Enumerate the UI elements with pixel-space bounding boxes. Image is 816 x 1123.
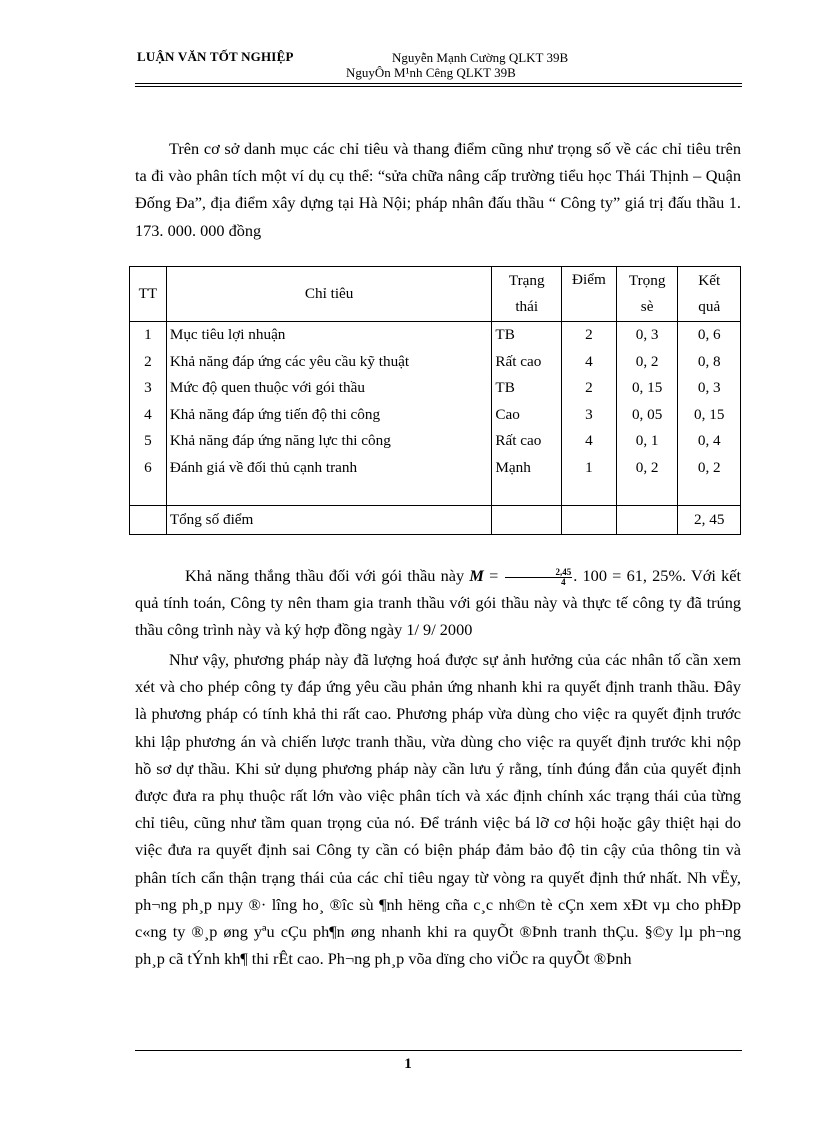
cell-result: 0, 4 (678, 428, 741, 455)
cell-criteria: Khả năng đáp ứng các yêu cầu kỹ thuật (166, 349, 492, 376)
cell-score: 2 (562, 322, 617, 349)
cell-score: 2 (562, 375, 617, 402)
header-result (678, 267, 741, 322)
header-status-line1: Trạng (508, 272, 545, 289)
cell-criteria: Khả năng đáp ứng năng lực thi công (166, 428, 492, 455)
intro-paragraph: Trên cơ sở danh mục các chỉ tiêu và thang điểm cũng như trọng số về các chỉ tiêu trên ta đi vào phân tích một ví dụ cụ thể: “sửa chữa nâng cấp trường tiểu học Thái Thịnh – Quận Đống Đa”, địa điểm xây dựng tại Hà Nội; pháp nhân đấu thầu “ Công ty” giá trị đấu thầu 1. 173. 000. 000 đồng (135, 139, 741, 240)
table-row (130, 375, 741, 402)
header-rule-bottom (135, 86, 742, 87)
header-result-line1: Kết (698, 272, 721, 289)
cell-weight: 0, 1 (616, 428, 678, 455)
cell-result: 0, 8 (678, 349, 741, 376)
header-weight-line1: Trọng (628, 272, 666, 289)
table-spacer-row (130, 482, 741, 506)
cell-result: 0, 3 (678, 375, 741, 402)
criteria-table (129, 266, 741, 535)
header-criteria: Chỉ tiêu (166, 267, 492, 322)
header-author-line1: Nguyễn Mạnh Cường QLKT 39B (392, 50, 569, 65)
cell-result: 0, 15 (678, 402, 741, 429)
cell-status: Rất cao (492, 349, 562, 376)
cell-weight: 0, 3 (616, 322, 678, 349)
total-label: Tổng số điểm (166, 505, 492, 534)
header-rule-top (135, 83, 742, 84)
cell-tt: 6 (130, 455, 167, 482)
cell-status: TB (492, 322, 562, 349)
formula-variable: M (469, 566, 484, 585)
header-weight-line2: sè (640, 298, 654, 315)
result-text-before: Khả năng thắng thầu đối với gói thầu này (185, 566, 470, 585)
table-row (130, 402, 741, 429)
table-row (130, 455, 741, 482)
formula-equals: = (483, 566, 504, 585)
cell-score: 4 (562, 428, 617, 455)
table-total-row (130, 505, 741, 534)
header-status (492, 267, 562, 322)
cell-tt: 1 (130, 322, 167, 349)
table-row (130, 349, 741, 376)
result-paragraph (135, 562, 741, 644)
cell-criteria: Đánh giá về đối thủ cạnh tranh (166, 455, 492, 482)
total-value: 2, 45 (678, 505, 741, 534)
header-tt: TT (130, 267, 167, 322)
table-header-row (130, 267, 741, 322)
cell-tt: 2 (130, 349, 167, 376)
cell-status: Rất cao (492, 428, 562, 455)
formula-fraction (505, 568, 573, 587)
cell-tt: 3 (130, 375, 167, 402)
cell-tt: 5 (130, 428, 167, 455)
header-score-label: Điểm (572, 271, 606, 288)
cell-tt: 4 (130, 402, 167, 429)
cell-status: TB (492, 375, 562, 402)
cell-weight: 0, 2 (616, 455, 678, 482)
table-row (130, 322, 741, 349)
cell-weight: 0, 15 (616, 375, 678, 402)
page-number: 1 (404, 1056, 412, 1072)
header-status-line2: thái (515, 298, 539, 315)
header-author-line2: NguyÔn M¹nh Cêng QLKT 39B (346, 65, 516, 80)
cell-status: Cao (492, 402, 562, 429)
cell-result: 0, 6 (678, 322, 741, 349)
fraction-denominator: 4 (561, 576, 566, 587)
cell-criteria: Mức độ quen thuộc với gói thầu (166, 375, 492, 402)
cell-criteria: Khả năng đáp ứng tiến độ thi công (166, 402, 492, 429)
cell-score: 4 (562, 349, 617, 376)
conclusion-paragraph: Như vậy, phương pháp này đã lượng hoá được sự ảnh hưởng của các nhân tố cần xem xét và cho phép công ty đáp ứng yêu cầu phản ứng nhanh khi ra quyết định tranh thầu. Đây là phương pháp có tính khả thi rất cao. Phương pháp vừa dùng cho việc ra quyết định trước khi lập phương án và chiến lược tranh thầu, vừa dùng cho việc ra quyết định trước khi nộp hồ sơ dự thầu. Khi sử dụng phương pháp này cần lưu ý rằng, tính đúng đắn của quyết định được đưa ra phụ thuộc rất lớn vào việc phân tích và xác định chính xác trạng thái của từng chỉ tiêu, cũng như tầm quan trọng của nó. Để tránh việc bá lỡ cơ hội hoặc gây thiệt hại do việc đưa ra quyết định sai Công ty cần có biện pháp đảm bảo độ tin cậy của thông tin và phân tích cẩn thận trạng thái của các chỉ tiêu ngay từ vòng ra quyết định thứ nhất. Nh vËy, ph¬ng ph¸p nµy ®· lîng ho¸ ®îc sù ¶nh hëng cña c¸c nh©n tè cÇn xem xÐt vµ cho phÐp c«ng ty ®¸p øng yªu cÇu ph¶n øng nhanh khi ra quyÕt ®Þnh tranh thÇu. §©y lµ ph¬ng ph¸p cã tÝnh kh¶ thi rÊt cao. Ph¬ng ph¸p võa dïng cho viÖc ra quyÕt ®Þnh (135, 650, 741, 969)
header-thesis-label: LUẬN VĂN TỐT NGHIỆP (137, 49, 294, 64)
cell-score: 1 (562, 455, 617, 482)
table-row (130, 428, 741, 455)
fraction-numerator: 2,45 (505, 568, 573, 578)
cell-score: 3 (562, 402, 617, 429)
cell-status: Mạnh (492, 455, 562, 482)
cell-result: 0, 2 (678, 455, 741, 482)
cell-criteria: Mục tiêu lợi nhuận (166, 322, 492, 349)
cell-weight: 0, 05 (616, 402, 678, 429)
result-text-after: . 100 = 61, 25%. Với kết quả tính toán, Công ty nên tham gia tranh thầu với gói thầu này và thực tế công ty đã trúng thầu công trình này và ký hợp đồng ngày 1/ 9/ 2000 (135, 566, 741, 640)
footer-rule (135, 1050, 742, 1051)
header-weight (616, 267, 678, 322)
header-result-line2: quả (698, 298, 721, 315)
header-score (562, 267, 617, 322)
cell-weight: 0, 2 (616, 349, 678, 376)
